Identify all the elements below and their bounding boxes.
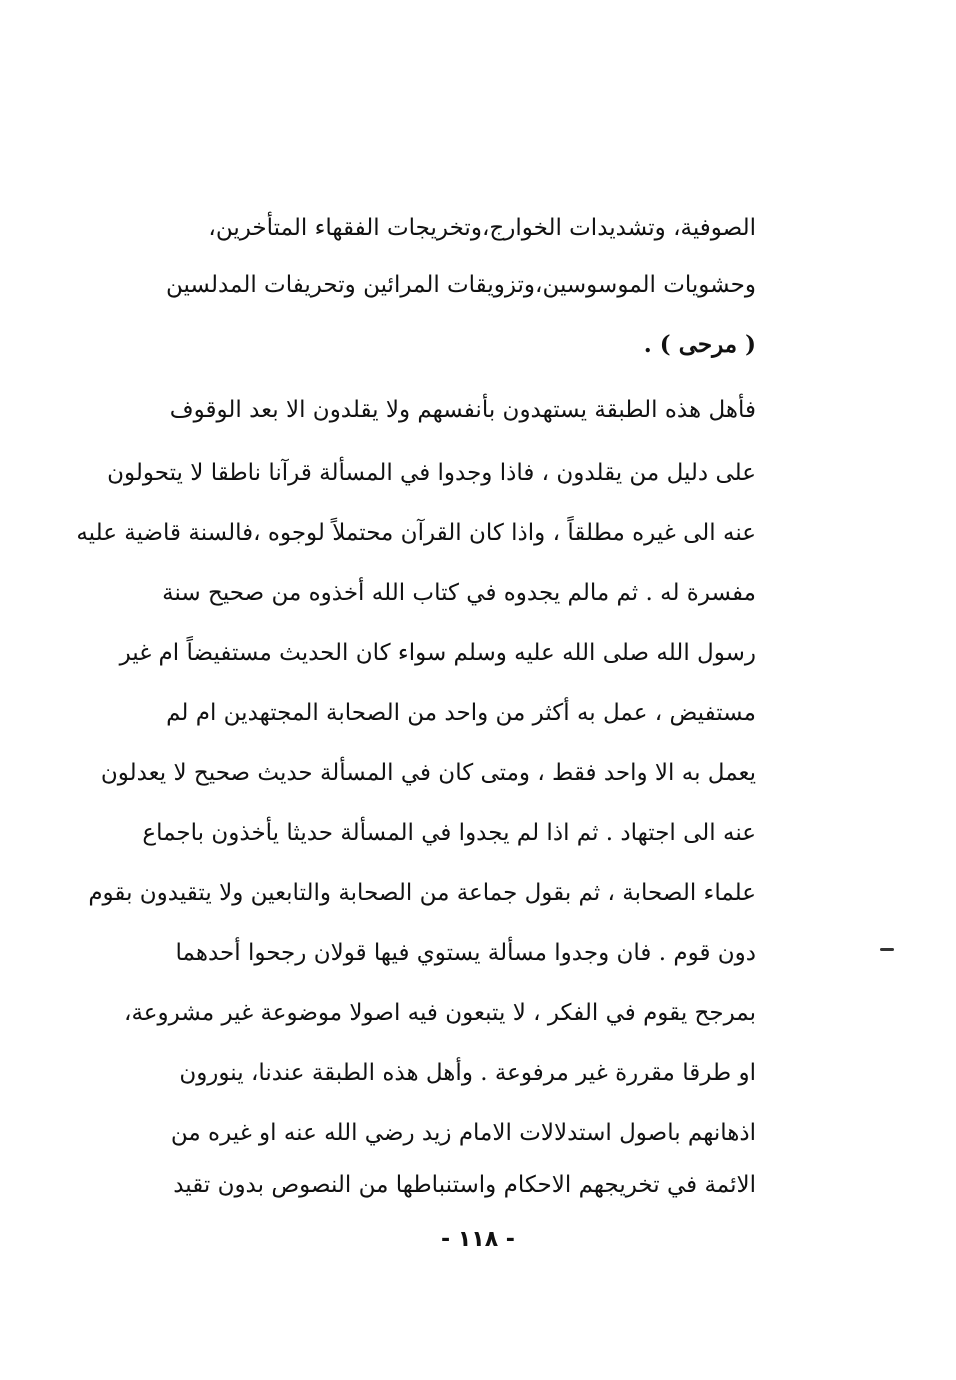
text-line: رسول الله صلى الله عليه وسلم سواء كان الحديث مستفيضاً ام غير	[119, 640, 756, 666]
text-line: اذهانهم باصول استدلالات الامام زيد رضي الله عنه او غيره من	[170, 1120, 756, 1146]
text-line: ( مرحى ) .	[643, 331, 756, 358]
text-line: على دليل من يقلدون ، فاذا وجدوا في المسألة قرآنا ناطقا لا يتحولون	[107, 460, 756, 486]
text-line: يعمل به الا واحد فقط ، ومتى كان في المسألة حديث صحيح لا يعدلون	[100, 760, 756, 786]
text-line: الصوفية، وتشديدات الخوارج،وتخريجات الفقهاء المتأخرين،	[208, 215, 756, 241]
text-line: او طرقا مقررة غير مرفوعة . وأهل هذه الطبقة عندنا، ينورون	[179, 1060, 756, 1086]
text-line: علماء الصحابة ، ثم بقول جماعة من الصحابة والتابعين ولا يتقيدون بقوم	[88, 880, 756, 906]
page-number: - ١١٨ -	[441, 1227, 515, 1252]
text-line: عنه الى غيره مطلقاً ، واذا كان القرآن محتملاً لوجوه ،فالسنة قاضية عليه	[76, 520, 756, 546]
text-line: مفسرة له . ثم مالم يجدوه في كتاب الله أخذوه من صحيح سنة	[162, 580, 756, 606]
text-line: وحشويات الموسوسين،وتزويقات المرائين وتحريفات المدلسين	[165, 272, 756, 298]
text-line: عنه الى اجتهاد . ثم اذا لم يجدوا في المسألة حديثا يأخذون باجماع	[142, 820, 756, 846]
text-line: بمرجح يقوم في الفكر ، لا يتبعون فيه اصولا موضوعة غير مشروعة،	[124, 1000, 756, 1026]
text-line: دون قوم . فان وجدوا مسألة يستوي فيها قولان رجحوا أحدهما	[175, 940, 756, 966]
margin-mark	[880, 948, 894, 951]
text-line: مستفيض ، عمل به أكثر من واحد من الصحابة المجتهدين ام لم	[166, 700, 756, 726]
text-line: الائمة في تخريجهم الاحكام واستنباطها من النصوص بدون تقيد	[173, 1172, 756, 1198]
text-line: فأهل هذه الطبقة يستهدون بأنفسهم ولا يقلدون الا بعد الوقوف	[169, 397, 756, 423]
